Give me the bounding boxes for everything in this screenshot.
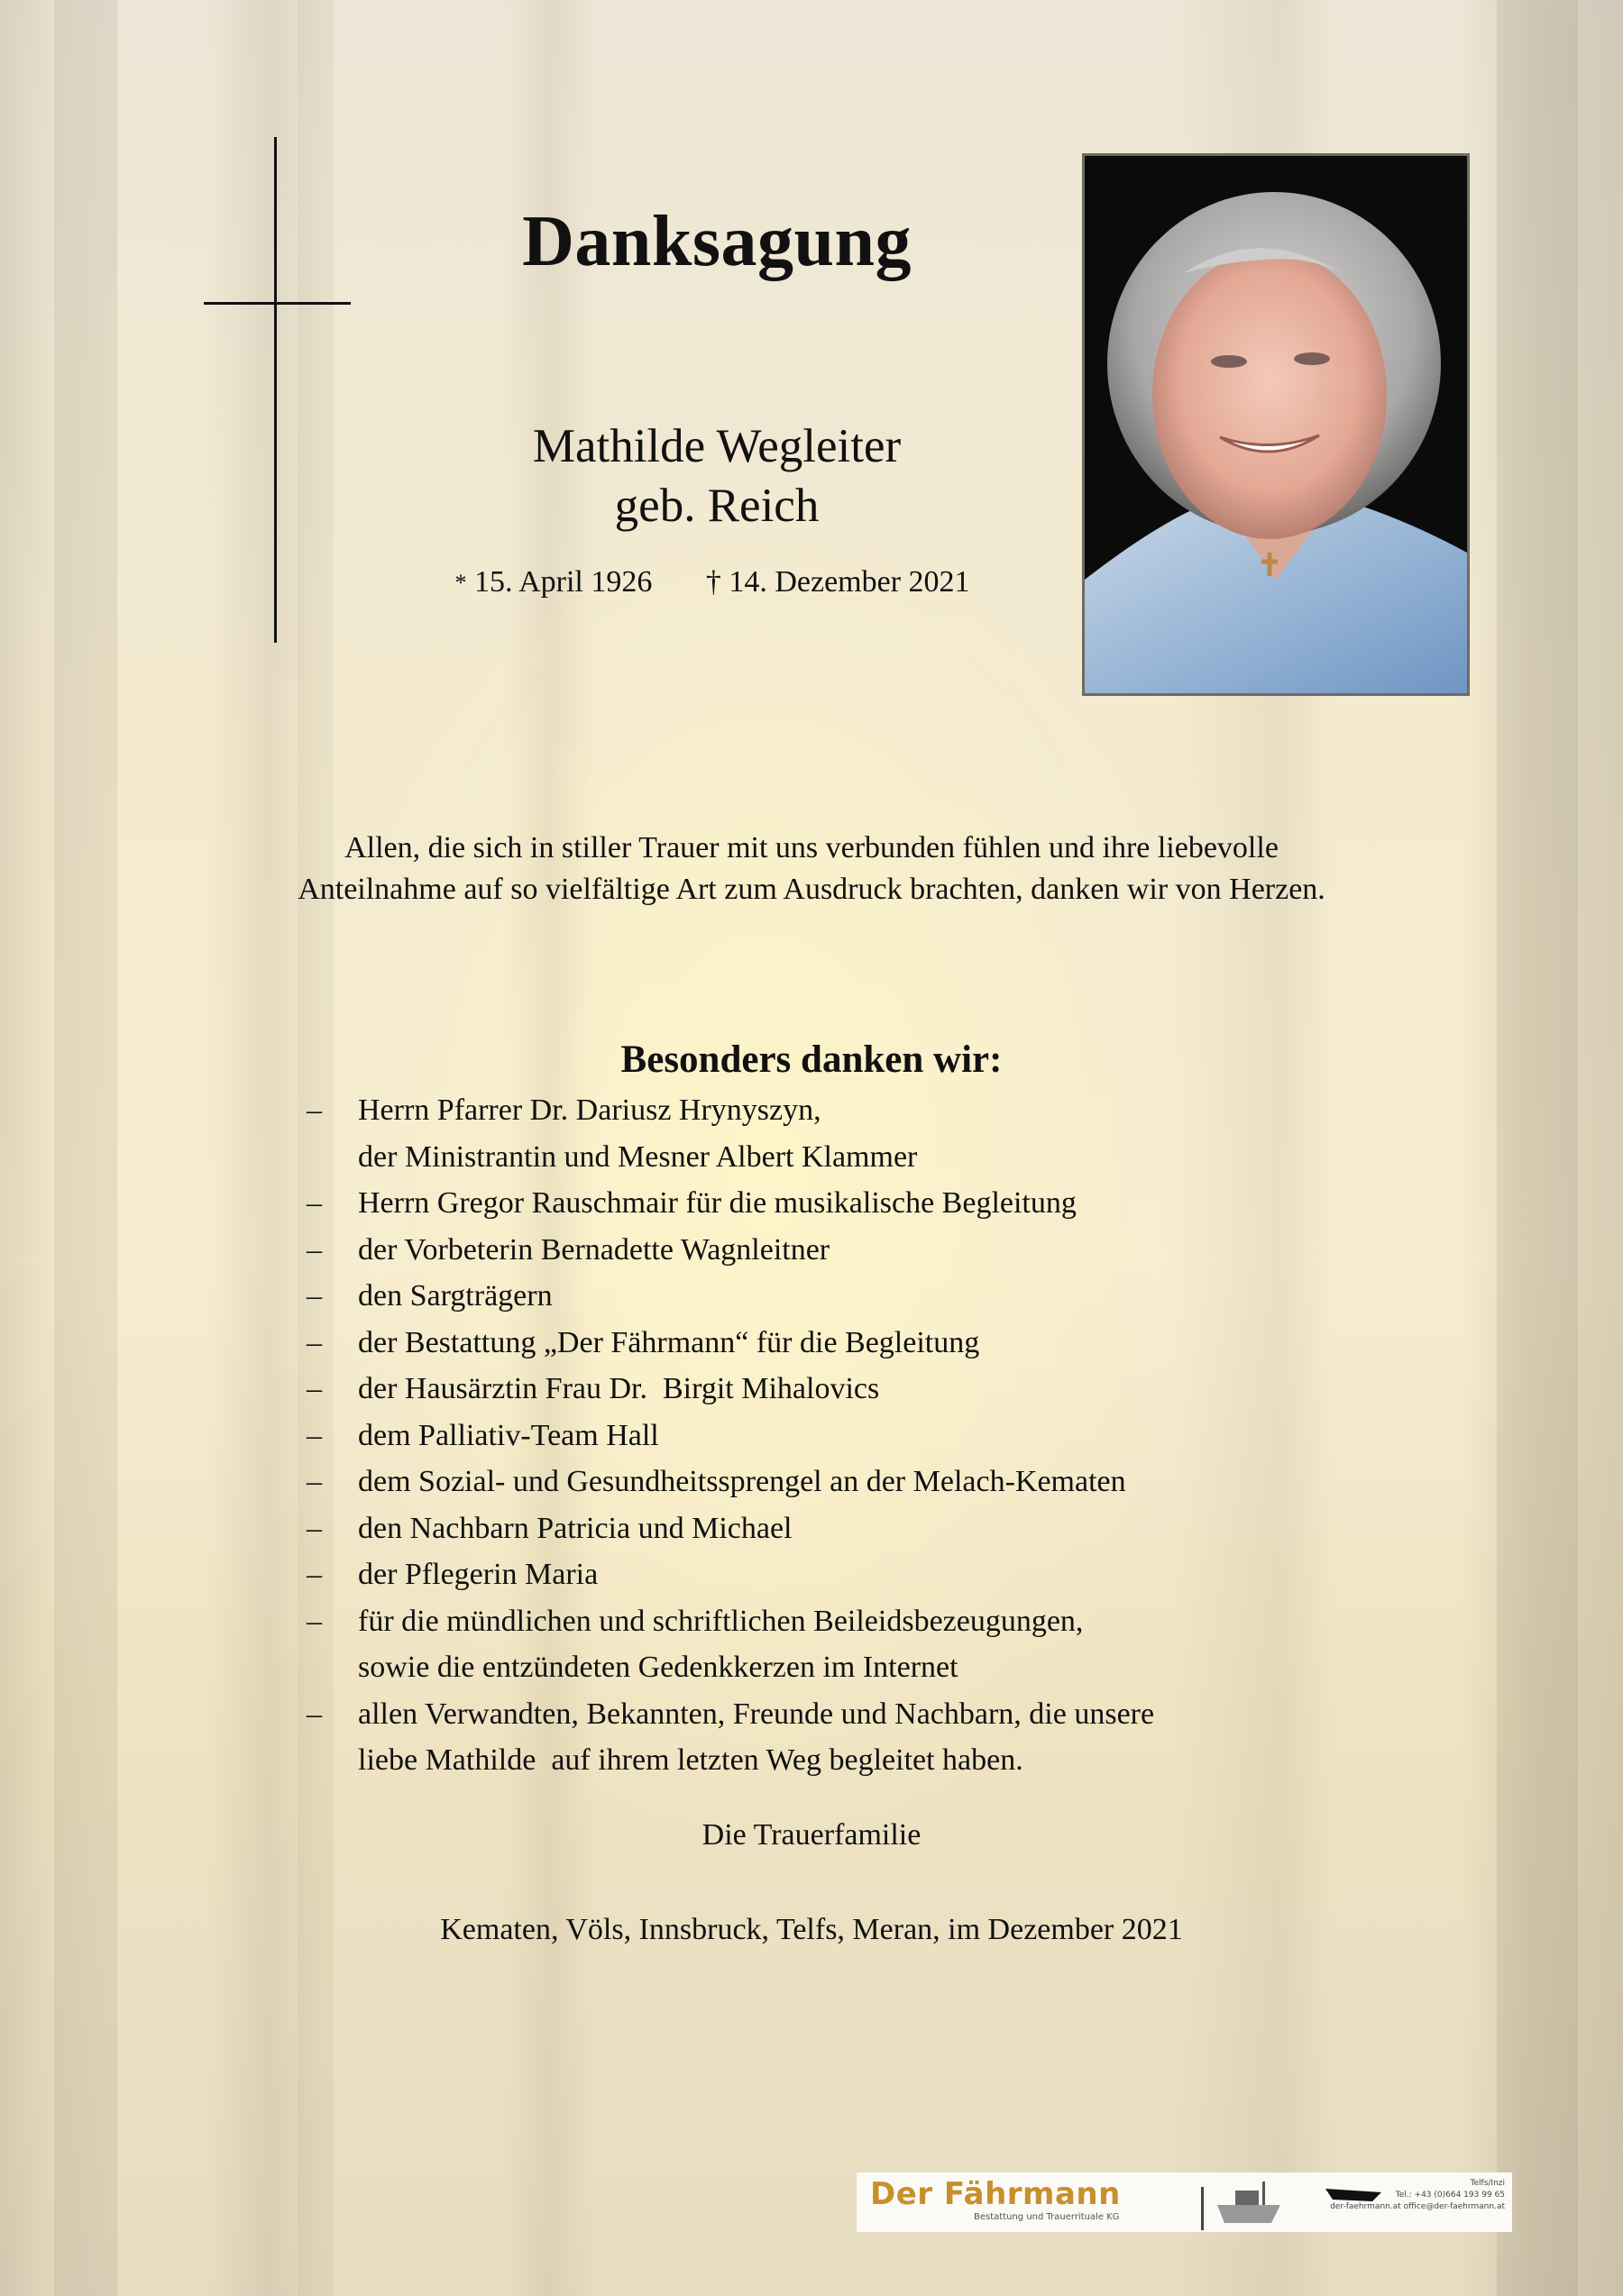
dash-bullet: –: [307, 1325, 322, 1359]
thanks-line: der Hausärztin Frau Dr. Birgit Mihalovics: [358, 1372, 880, 1405]
birth-star-icon: *: [454, 570, 467, 596]
death-date: 14. Dezember 2021: [729, 565, 970, 599]
dash-bullet: –: [307, 1093, 322, 1127]
background-tree: [54, 0, 117, 2296]
birth-date: 15. April 1926: [473, 565, 653, 599]
thanks-list-item: [298, 1551, 1380, 1598]
logo-contact-line: Tel.: +43 (0)664 193 99 65: [1395, 2191, 1505, 2200]
thanks-line: den Sargträgern: [358, 1279, 553, 1313]
logo-contact: [1330, 2178, 1505, 2213]
thanks-list-item: [298, 1598, 1380, 1691]
thanks-list-item: [298, 1320, 1380, 1367]
maiden-name-line: geb. Reich: [614, 480, 820, 532]
life-dates: [397, 563, 1028, 603]
logo-contact-line: der-faehrmann.at office@der-faehrmann.at: [1330, 2202, 1505, 2211]
thanks-line: dem Palliativ-Team Hall: [358, 1418, 659, 1452]
thanks-line: dem Sozial- und Gesundheitssprengel an der Melach-Kematen: [358, 1465, 1126, 1498]
death-cross-icon: †: [705, 565, 721, 599]
funeral-home-logo: [857, 2173, 1512, 2232]
thanks-line: für die mündlichen und schriftlichen Beileidsbezeugungen,: [358, 1604, 1084, 1638]
logo-subtitle: Bestattung und Trauerrituale KG: [974, 2212, 1120, 2222]
signature: Die Trauerfamilie: [701, 1818, 922, 1852]
dash-bullet: –: [307, 1697, 322, 1731]
thanks-line: der Bestattung „Der Fährmann“ für die Begleitung: [358, 1325, 980, 1359]
thanks-line: der Ministrantin und Mesner Albert Klammer: [358, 1139, 918, 1174]
thanks-list-item: [298, 1273, 1380, 1320]
cross-icon-horizontal: [204, 302, 351, 305]
thanks-line: den Nachbarn Patricia und Michael: [358, 1511, 793, 1545]
thanks-list: [298, 1087, 1380, 1784]
dash-bullet: –: [307, 1186, 322, 1220]
thanks-line: der Vorbeterin Bernadette Wagnleitner: [358, 1232, 830, 1267]
background-tree: [1497, 0, 1578, 2296]
thanks-line: der Pflegerin Maria: [358, 1558, 599, 1591]
thanks-line: liebe Mathilde auf ihrem letzten Weg begleitet haben.: [358, 1743, 1023, 1777]
thanks-line: Herrn Pfarrer Dr. Dariusz Hrynyszyn,: [358, 1093, 821, 1127]
thanks-list-item: [298, 1459, 1380, 1505]
intro-line: Allen, die sich in stiller Trauer mit uns verbunden fühlen und ihre liebevolle: [344, 831, 1279, 864]
thanks-list-item: [298, 1505, 1380, 1552]
portrait-photo: [1082, 153, 1470, 696]
intro-line: Anteilnahme auf so vielfältige Art zum Ausdruck brachten, danken wir von Herzen.: [298, 873, 1325, 906]
place-date: Kematen, Völs, Innsbruck, Telfs, Meran, im Dezember 2021: [440, 1913, 1183, 1946]
thanks-list-item: [298, 1227, 1380, 1274]
logo-contact-line: Telfs/Inzi: [1470, 2179, 1505, 2188]
ship-icon: [1199, 2178, 1298, 2230]
thanks-line: sowie die entzündeten Gedenkkerzen im Internet: [358, 1651, 958, 1684]
intro-paragraph: [135, 828, 1488, 910]
deceased-name-line: Mathilde Wegleiter: [532, 420, 902, 472]
dash-bullet: –: [307, 1604, 322, 1638]
dash-bullet: –: [307, 1418, 322, 1452]
dash-bullet: –: [307, 1279, 322, 1313]
thanks-heading: Besonders danken wir:: [620, 1038, 1003, 1081]
page-title: Danksagung: [522, 202, 912, 281]
thanks-list-item: [298, 1691, 1380, 1784]
cross-icon-vertical: [274, 137, 277, 643]
dash-bullet: –: [307, 1465, 322, 1498]
dash-bullet: –: [307, 1511, 322, 1545]
logo-name: Der Fährmann: [870, 2176, 1121, 2212]
dash-bullet: –: [307, 1372, 322, 1405]
deceased-name: [356, 416, 1077, 535]
thanks-list-item: [298, 1087, 1380, 1180]
thanks-list-item: [298, 1366, 1380, 1413]
thanks-line: allen Verwandten, Bekannten, Freunde und Nachbarn, die unsere: [358, 1697, 1155, 1731]
portrait-image: [1085, 156, 1467, 693]
dash-bullet: –: [307, 1232, 322, 1267]
thanks-list-item: [298, 1180, 1380, 1227]
thanks-list-item: [298, 1413, 1380, 1459]
dash-bullet: –: [307, 1558, 322, 1591]
thanks-line: Herrn Gregor Rauschmair für die musikalische Begleitung: [358, 1186, 1077, 1220]
